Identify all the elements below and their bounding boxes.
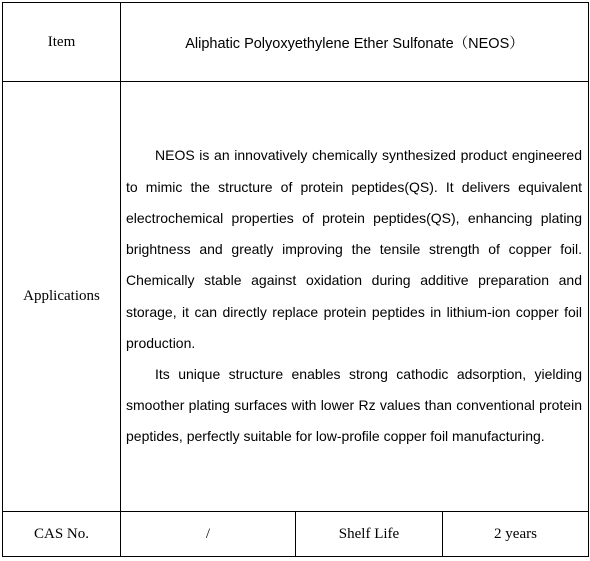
applications-label-cell	[3, 82, 121, 512]
table-row-applications	[3, 82, 589, 512]
applications-description-cell	[121, 82, 589, 512]
cas-label: CAS No.	[33, 525, 89, 542]
item-label: Item	[47, 33, 76, 50]
applications-paragraph-2: Its unique structure enables strong cathodic adsorption, yielding smoother plating surfaces with lower Rz values than conventional protein peptides, perfectly suitable for low-profile copper foil manufacturing.	[126, 365, 582, 445]
cas-value-cell	[121, 512, 296, 557]
shelf-life-label-cell	[296, 512, 443, 557]
shelf-life-value: 2 years	[494, 525, 537, 542]
applications-paragraph-1: NEOS is an innovatively chemically synthesized product engineered to mimic the structure of protein peptides(QS). It delivers equivalent electrochemical properties of protein peptides(QS), enhancing plating brightness and greatly improving the tensile strength of copper foil. Chemically stable against oxidation during additive preparation and storage, it can directly replace protein peptides in lithium-ion copper foil production.	[126, 147, 582, 351]
cas-label-cell	[3, 512, 121, 557]
table-row-header	[3, 3, 589, 82]
shelf-life-value-cell	[443, 512, 589, 557]
product-name: Aliphatic Polyoxyethylene Ether Sulfonate（NEOS）	[185, 35, 524, 52]
item-label-cell	[3, 3, 121, 82]
shelf-life-label: Shelf Life	[338, 525, 400, 542]
applications-label: Applications	[23, 288, 100, 304]
product-spec-table	[2, 2, 589, 557]
table-row-cas	[3, 512, 589, 557]
product-name-cell	[121, 3, 589, 82]
cas-value: /	[205, 525, 211, 542]
